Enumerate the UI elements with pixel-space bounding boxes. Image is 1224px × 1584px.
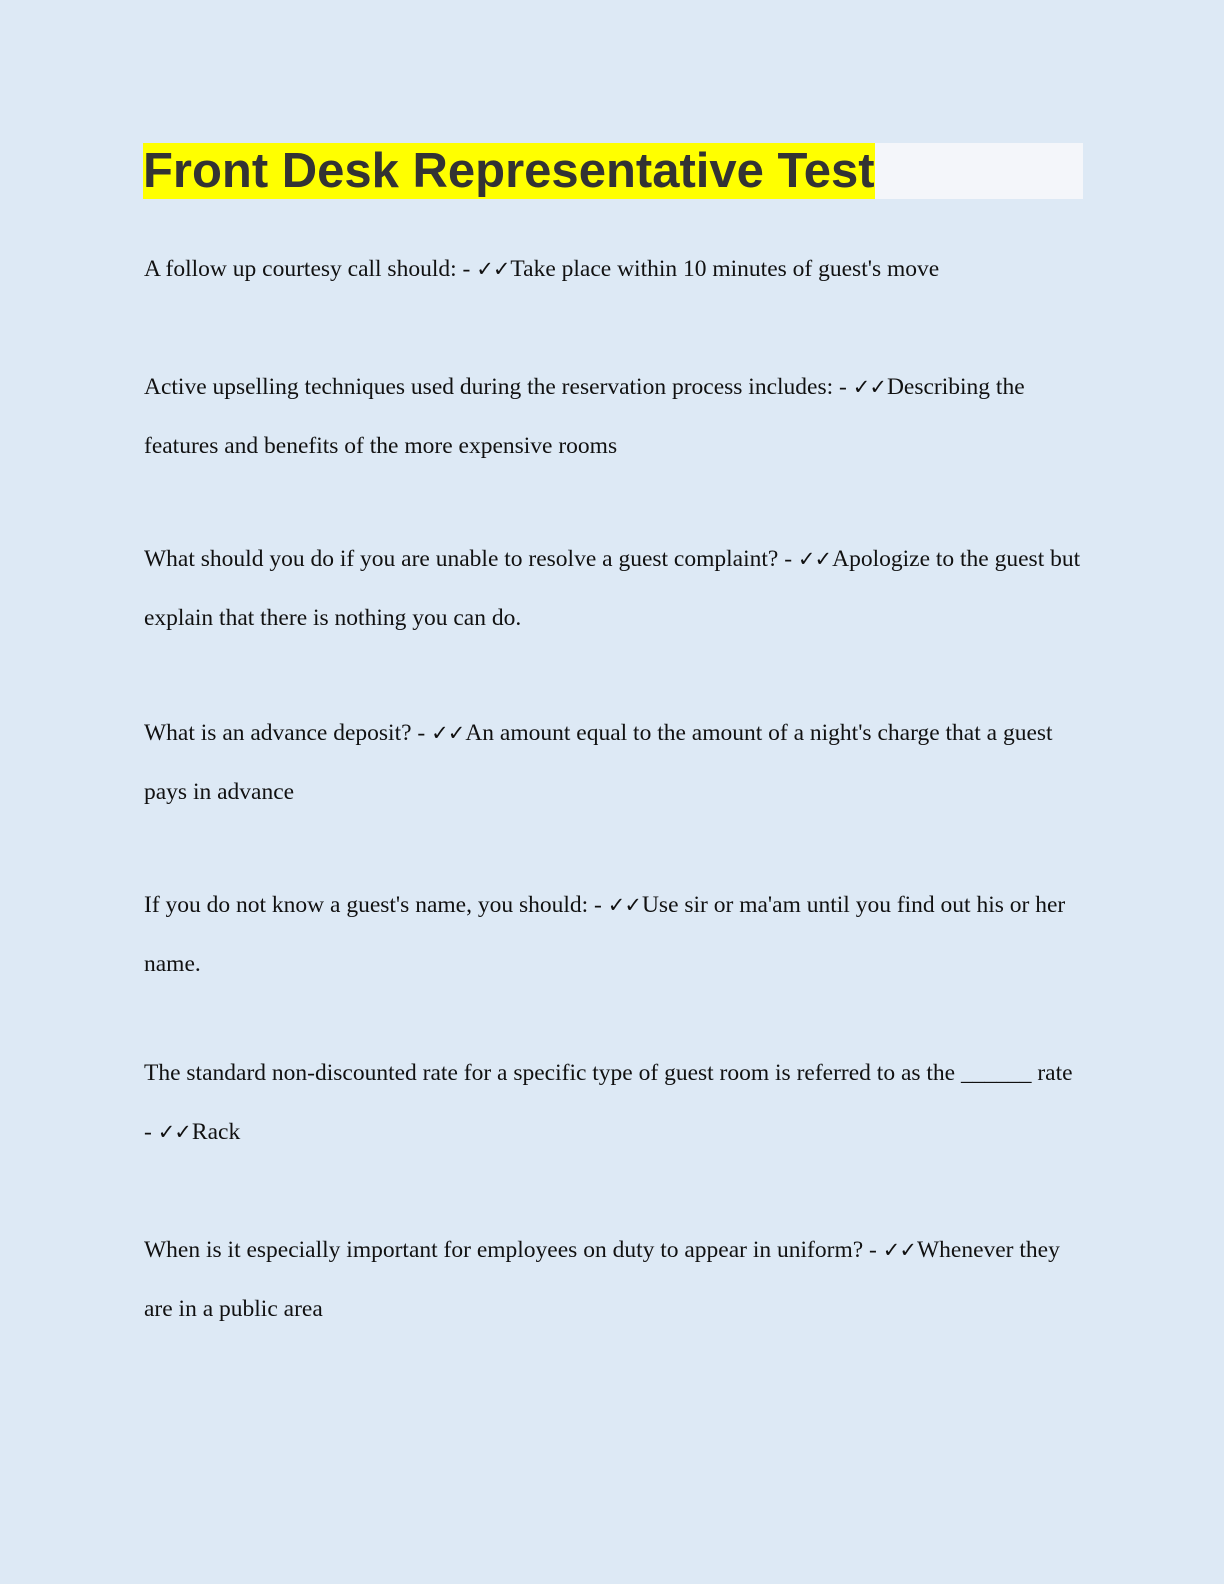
- title-bar: [143, 143, 1083, 199]
- double-check-icon: ✓✓: [476, 257, 510, 281]
- qa-item-4: [144, 704, 1084, 822]
- question-text: Active upselling techniques used during the reservation process includes: -: [144, 374, 853, 400]
- answer-text: Whenever they are in a public area: [144, 1237, 1060, 1322]
- qa-item-7: [144, 1221, 1084, 1339]
- qa-item-1: [144, 240, 1084, 299]
- question-text: A follow up courtesy call should: -: [144, 256, 477, 282]
- question-text: What should you do if you are unable to resolve a guest complaint? -: [144, 546, 798, 572]
- answer-text: Apologize to the guest but explain that there is nothing you can do.: [144, 546, 1081, 631]
- double-check-icon: ✓✓: [797, 547, 832, 571]
- document-title: Front Desk Representative Test: [143, 144, 875, 198]
- question-text: When is it especially important for employees on duty to appear in uniform? -: [144, 1237, 883, 1263]
- answer-text: Describing the features and benefits of the more expensive rooms: [144, 374, 1025, 459]
- qa-item-2: [144, 358, 1084, 476]
- question-text: The standard non-discounted rate for a specific type of guest room is referred to as the ______ rate -: [144, 1060, 1073, 1145]
- double-check-icon: ✓✓: [157, 1120, 191, 1144]
- double-check-icon: ✓✓: [431, 721, 465, 745]
- answer-text: Rack: [191, 1119, 241, 1145]
- qa-item-6: [144, 1044, 1084, 1162]
- answer-text: Take place within 10 minutes of guest's move: [510, 256, 940, 282]
- qa-item-3: [144, 530, 1084, 648]
- question-text: What is an advance deposit? -: [144, 720, 432, 746]
- double-check-icon: ✓✓: [882, 1238, 916, 1262]
- answer-text: Use sir or ma'am until you find out his or her name.: [144, 892, 1066, 977]
- qa-item-5: [144, 876, 1084, 994]
- double-check-icon: ✓✓: [607, 893, 641, 917]
- question-text: If you do not know a guest's name, you should: -: [144, 892, 608, 918]
- double-check-icon: ✓✓: [852, 375, 886, 399]
- answer-text: An amount equal to the amount of a night's charge that a guest pays in advance: [144, 720, 1053, 805]
